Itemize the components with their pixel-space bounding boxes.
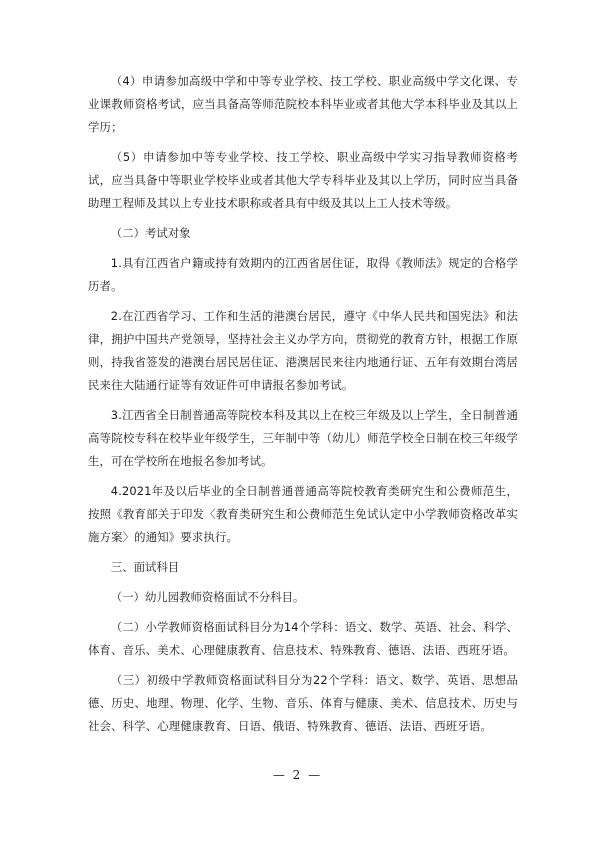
paragraph-target-4: 4.2021年及以后毕业的全日制普通普通高等院校教育类研究生和公费师范生，按照《教育部关于印发〈教育类研究生和公费师范生免试认定中小学教师资格改革实施方案〉的通知》要求执行。 xyxy=(88,484,518,544)
paragraph-junior-middle-school: （三）初级中学教师资格面试科目分为22个学科：语文、数学、英语、思想品德、历史、地理、物理、化学、生物、音乐、体育与健康、美术、信息技术、历史与社会、科学、心理健康教育、日语、俄语、特殊教育、德语、法语、西班牙语。 xyxy=(88,673,518,733)
paragraph-target-2: 2.在江西省学习、工作和生活的港澳台居民，遵守《中华人民共和国宪法》和法律，拥护中国共产党领导，坚持社会主义办学方向，贯彻党的教育方针，根据工作原则，持我省签发的港澳台居民居住证、港澳居民来往内地通行证、五年有效期台湾居民来往大陆通行证等有效证件可申请报名参加考试。 xyxy=(88,309,518,392)
section-heading-exam-target: （二）考试对象 xyxy=(110,226,191,240)
paragraph-requirement-5: （5）申请参加中等专业学校、技工学校、职业高级中学实习指导教师资格考试，应当具备中等职业学校毕业或者其他大学专科毕业及其以上学历，同时应当具备助理工程师及其以上专业技术职称或者具有中级及其以上工人技术等级。 xyxy=(88,150,518,210)
page-number: — 2 — xyxy=(272,768,323,782)
paragraph-target-1: 1.具有江西省户籍或持有效期内的江西省居住证，取得《教师法》规定的合格学历者。 xyxy=(88,256,518,293)
paragraph-primary-school: （二）小学教师资格面试科目分为14个学科：语文、数学、英语、社会、科学、体育、音乐、美术、心理健康教育、信息技术、特殊教育、德语、法语、西班牙语。 xyxy=(88,620,518,657)
paragraph-kindergarten: （一）幼儿园教师资格面试不分科目。 xyxy=(110,590,305,604)
document-body xyxy=(88,70,518,745)
paragraph-requirement-4: （4）申请参加高级中学和中等专业学校、技工学校、职业高级中学文化课、专业课教师资格考试，应当具备高等师范院校本科毕业或者其他大学本科毕业及其以上学历； xyxy=(88,74,518,134)
section-heading-interview-subjects: 三、面试科目 xyxy=(110,560,180,574)
paragraph-target-3: 3.江西省全日制普通高等院校本科及其以上在校三年级及以上学生，全日制普通高等院校专科在校毕业年级学生，三年制中等（幼儿）师范学校全日制在校三年级学生，可在学校所在地报名参加考试。 xyxy=(88,408,518,468)
